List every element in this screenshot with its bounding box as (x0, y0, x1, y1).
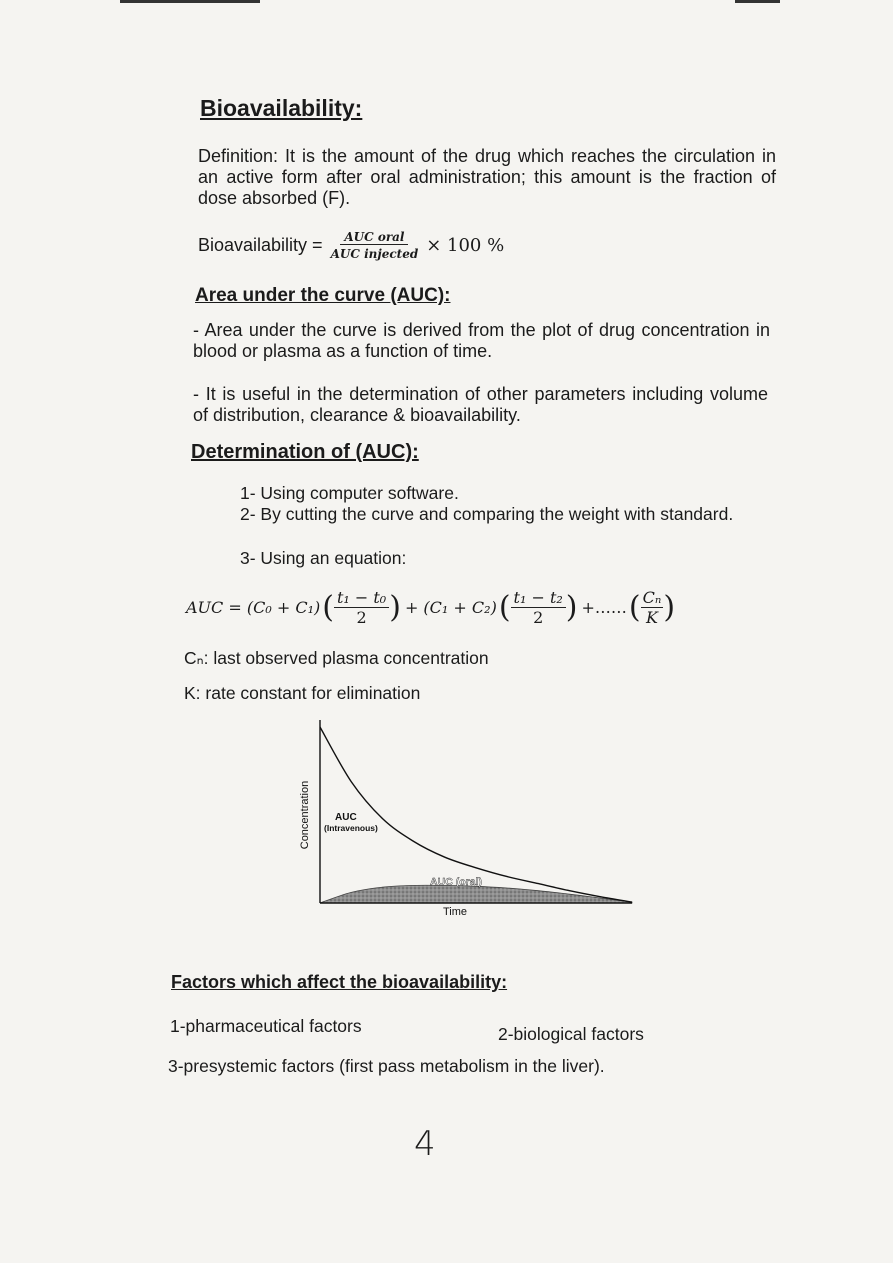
top-rule-left (120, 0, 260, 3)
equation-lhs: AUC = (C₀ + C₁) (186, 598, 321, 617)
iv-auc-sublabel: (Intravenous) (324, 823, 378, 833)
factor-biological: 2-biological factors (498, 1024, 644, 1044)
equation-fraction-1 (334, 588, 389, 627)
formula-numerator: AUC oral (340, 230, 408, 245)
formula-times: × 100 % (426, 235, 505, 256)
formula-lhs: Bioavailability = (198, 235, 323, 255)
equation-frac2-den: 2 (533, 608, 544, 627)
method-1: 1- Using computer software. (240, 483, 459, 503)
formula-denominator: AUC injected (330, 247, 419, 261)
equation-dots: +…… (581, 598, 627, 617)
factor-presystemic: 3-presystemic factors (first pass metabolism in the liver). (168, 1056, 605, 1076)
definition-paragraph: Definition: It is the amount of the drug which reaches the circulation in an active form after oral administration; this amount is the fraction of dose absorbed (F). (198, 146, 776, 208)
equation-frac1-den: 2 (356, 608, 367, 627)
section-title: Bioavailability: (200, 95, 363, 121)
equation-fraction-3 (641, 588, 664, 627)
iv-auc-label: AUC (335, 812, 357, 823)
method-2: 2- By cutting the curve and comparing the weight with standard. (240, 504, 734, 524)
x-axis-label: Time (442, 906, 468, 918)
formula-fraction (327, 230, 423, 261)
y-axis-label: Concentration (299, 780, 311, 850)
method-3: 3- Using an equation: (240, 548, 407, 568)
equation-frac2-num: t₁ − t₂ (511, 588, 566, 608)
equation-fraction-2 (511, 588, 566, 627)
oral-auc-label: AUC (oral) (430, 876, 482, 888)
bioavailability-formula (198, 230, 504, 261)
k-definition: K: rate constant for elimination (184, 683, 421, 703)
auc-equation: AUC = (C₀ + C₁) ( $\frac{\text{t₁ − t₀}}{2}$ ) + (C₁ + C₂) ( $\frac{\text{t₁ − t₂}}{2}$ ) +…… ( $\frac{\text{Cₙ}}{K}$ ) (186, 588, 676, 627)
auc-chart (290, 715, 640, 920)
equation-frac3-num: Cₙ (642, 588, 662, 607)
determination-heading: Determination of (AUC): (191, 441, 419, 463)
factor-pharmaceutical: 1-pharmaceutical factors (170, 1016, 362, 1036)
auc-point-1: - Area under the curve is derived from the plot of drug concentration in blood or plasma as a function of time. (193, 320, 770, 361)
auc-point-2: - It is useful in the determination of other parameters including volume of distribution, clearance & bioavailability. (193, 384, 768, 425)
page-number: 4 (414, 1124, 436, 1164)
equation-frac3-den: K (646, 608, 658, 627)
auc-heading: Area under the curve (AUC): (195, 285, 451, 306)
top-rule-right (735, 0, 780, 3)
cn-definition: Cₙ: last observed plasma concentration (184, 648, 489, 668)
equation-mid: + (C₁ + C₂) (404, 598, 497, 617)
equation-frac1-num: t₁ − t₀ (334, 588, 389, 608)
factors-heading: Factors which affect the bioavailability: (171, 972, 508, 992)
